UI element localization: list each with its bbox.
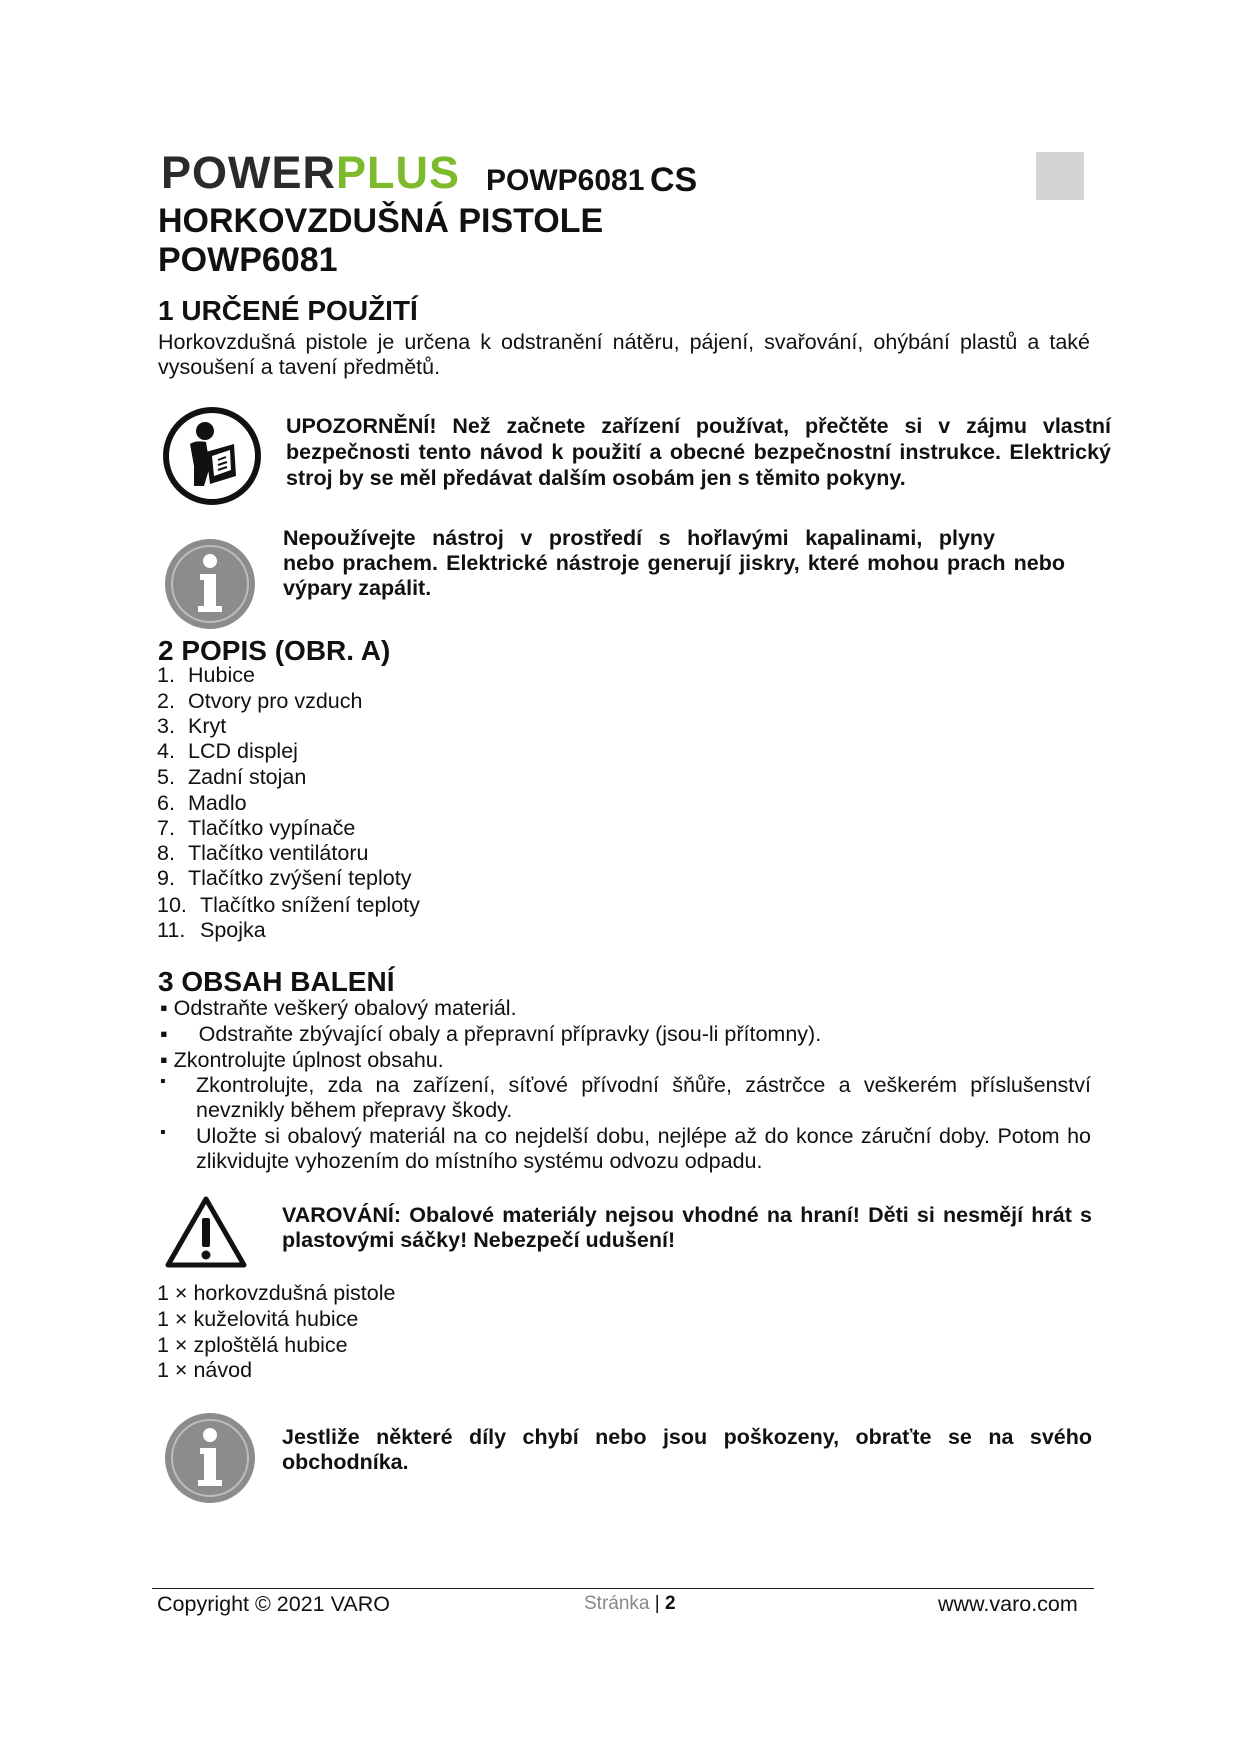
item-number: 3. [157,714,175,738]
item-label: Zadní stojan [188,765,307,789]
item-label: Kryt [188,714,227,738]
bullet-text: Zkontrolujte úplnost obsahu. [173,1048,444,1072]
description-item [157,739,298,764]
notice-info-line-1: Nepoužívejte nástroj v prostředí s hořlavými kapalinami, plyny [283,526,995,550]
footer-website: www.varo.com [938,1592,1078,1616]
description-item [157,816,355,841]
notice-info-text [283,526,1103,601]
footer-copyright: Copyright © 2021 VARO [157,1592,390,1616]
corner-marker [1036,152,1084,200]
brand-logo-power: POWER [161,147,337,198]
info-icon [162,536,258,632]
notice-info-line-rest: nebo prachem. Elektrické nástroje generují jiskry, které mohou prach nebo výpary zapálit. [283,551,1065,600]
item-number: 7. [157,816,175,840]
item-number: 11. [157,918,186,942]
item-number: 4. [157,739,175,763]
package-item: 1 × návod [157,1358,253,1382]
item-label: Tlačítko ventilátoru [188,841,369,865]
bullet-symbol: ▪ [160,1124,166,1141]
warning-text: VAROVÁNÍ: Obalové materiály nejsou vhodné na hraní! Děti si nesmějí hrát s plastovými sáčky! Nebezpečí udušení! [282,1203,1092,1252]
description-item [157,791,247,816]
item-number: 10. [157,893,187,917]
bullet-symbol: ▪ [160,1022,168,1046]
description-item [157,714,226,739]
footer-page-number: 2 [664,1593,676,1614]
footer-page [584,1590,676,1618]
bullet-symbol: ▪ [160,996,168,1020]
item-label: Madlo [188,791,247,815]
item-label: Tlačítko zvýšení teploty [188,866,412,890]
item-number: 5. [157,765,175,789]
item-label: Tlačítko vypínače [188,816,356,840]
bullet-text: Odstraňte zbývající obaly a přepravní přípravky (jsou-li přítomny). [198,1022,822,1046]
description-item [157,689,362,714]
section-1-heading: 1 URČENÉ POUŽITÍ [158,295,418,326]
footer-divider [152,1588,1094,1589]
footer-page-label: Stránka [584,1593,650,1614]
package-item: 1 × kuželovitá hubice [157,1307,359,1331]
description-item [157,663,255,688]
package-item: 1 × horkovzdušná pistole [157,1281,396,1305]
description-item [157,893,420,918]
item-label: Tlačítko snížení teploty [200,893,420,917]
description-item [157,765,306,790]
bullet-item [160,1048,444,1073]
item-number: 8. [157,841,175,865]
package-item: 1 × zploštělá hubice [157,1333,348,1357]
read-manual-icon [160,404,264,508]
item-label: LCD displej [188,739,298,763]
footer-separator: | [654,1593,660,1614]
item-number: 6. [157,791,175,815]
bullet-symbol: ▪ [160,1048,168,1072]
item-number: 1. [157,663,175,687]
item-label: Hubice [188,663,255,687]
bullet-text: Odstraňte veškerý obalový materiál. [173,996,517,1020]
description-item [157,841,368,866]
bullet-item [160,1022,821,1047]
bullet-item [160,996,517,1021]
item-label: Otvory pro vzduch [188,689,363,713]
info-icon [162,1410,258,1506]
description-item [157,918,266,943]
description-item [157,866,411,891]
section-3-heading: 3 OBSAH BALENÍ [158,966,395,997]
language-code: CS [650,161,698,199]
bullet-text: Uložte si obalový materiál na co nejdelší dobu, nejlépe až do konce záruční doby. Potom ho zlikvidujte vyhozením do místního systému odvozu odpadu. [196,1124,1091,1173]
section-1-text: Horkovzdušná pistole je určena k odstranění nátěru, pájení, svařování, ohýbání plastů a také vysoušení a tavení předmětů. [158,330,1090,379]
item-label: Spojka [200,918,266,942]
brand-logo [161,147,461,198]
bullet-text: Zkontrolujte, zda na zařízení, síťové přívodní šňůře, zástrčce a veškerém příslušenství nevznikly během přepravy škody. [196,1073,1091,1122]
notice-read-manual-text: UPOZORNĚNÍ! Než začnete zařízení používat, přečtěte si v zájmu vlastní bezpečnosti tento návod k použití a obecné bezpečnostní instrukce. Elektrický stroj by se měl předávat dalším osobám jen s těmito pokyny. [286,414,1111,490]
document-title: HORKOVZDUŠNÁ PISTOLE [158,202,604,240]
header-model: POWP6081 [486,164,645,197]
brand-logo-plus: PLUS [336,147,461,198]
bullet-symbol: ▪ [160,1073,166,1090]
section-2-heading: 2 POPIS (OBR. A) [158,635,391,666]
missing-parts-text: Jestliže některé díly chybí nebo jsou poškozeny, obraťte se na svého obchodníka. [282,1425,1092,1474]
item-number: 9. [157,866,175,890]
document-title-model: POWP6081 [158,241,338,279]
warning-icon [164,1194,248,1270]
item-number: 2. [157,689,175,713]
